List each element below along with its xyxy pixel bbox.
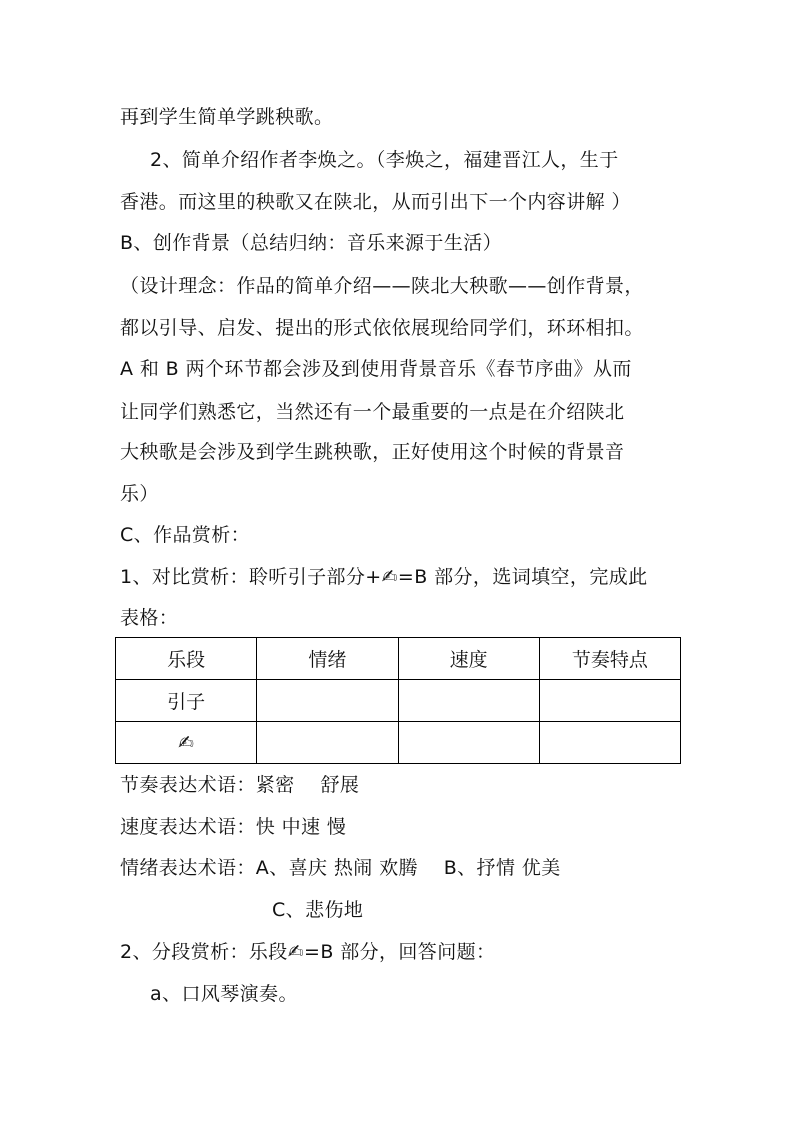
paragraph-line-2: 2、简单介绍作者李焕之。（李焕之，福建晋江人，生于 xyxy=(150,149,619,171)
table-row xyxy=(116,680,681,722)
section-2-heading: 2、分段赏析：乐段✍=B 部分，回答问题： xyxy=(120,941,496,963)
paragraph-line-6: 都以引导、启发、提出的形式依依展现给同学们，环环相扣。 xyxy=(120,317,644,339)
table-cell xyxy=(398,722,539,764)
table-cell: 引子 xyxy=(116,680,257,722)
paragraph-line-9: 大秧歌是会涉及到学生跳秧歌，正好使用这个时候的背景音 xyxy=(120,441,625,463)
table-cell xyxy=(539,722,680,764)
paragraph-line-10: 乐） xyxy=(120,483,159,505)
paragraph-line-8: 让同学们熟悉它，当然还有一个最重要的一点是在介绍陕北 xyxy=(120,401,625,423)
paragraph-line-5: （设计理念：作品的简单介绍——陕北大秧歌——创作背景， xyxy=(120,275,644,297)
table-row xyxy=(116,722,681,764)
table-header-row xyxy=(116,638,681,680)
paragraph-line-13: 表格： xyxy=(120,607,179,629)
section-heading-b: B、创作背景（总结归纳：音乐来源于生活） xyxy=(120,232,503,254)
comparison-table xyxy=(115,637,681,764)
item-a: a、口风琴演奏。 xyxy=(150,983,298,1005)
table-cell xyxy=(257,680,398,722)
table-header-cell: 情绪 xyxy=(257,638,398,680)
table-cell xyxy=(398,680,539,722)
table-header-cell: 节奏特点 xyxy=(539,638,680,680)
paragraph-line-12: 1、对比赏析：聆听引子部分+✍=B 部分，选词填空，完成此 xyxy=(120,566,648,588)
section-heading-c: C、作品赏析： xyxy=(120,524,251,546)
table-cell xyxy=(539,680,680,722)
table-header-cell: 乐段 xyxy=(116,638,257,680)
table-cell xyxy=(257,722,398,764)
emotion-terms-continued: C、悲伤地 xyxy=(272,899,364,921)
emotion-terms: 情绪表达术语：A、喜庆 热闹 欢腾 B、抒情 优美 xyxy=(120,857,561,879)
paragraph-line-3: 香港。而这里的秧歌又在陕北，从而引出下一个内容讲解 ） xyxy=(120,191,631,213)
rhythm-terms: 节奏表达术语：紧密 舒展 xyxy=(120,774,360,796)
table-cell: ✍ xyxy=(116,722,257,764)
speed-terms: 速度表达术语：快 中速 慢 xyxy=(120,816,347,838)
paragraph-line-1: 再到学生简单学跳秧歌。 xyxy=(120,106,334,128)
paragraph-line-7: A 和 B 两个环节都会涉及到使用背景音乐《春节序曲》从而 xyxy=(120,358,632,380)
table-header-cell: 速度 xyxy=(398,638,539,680)
